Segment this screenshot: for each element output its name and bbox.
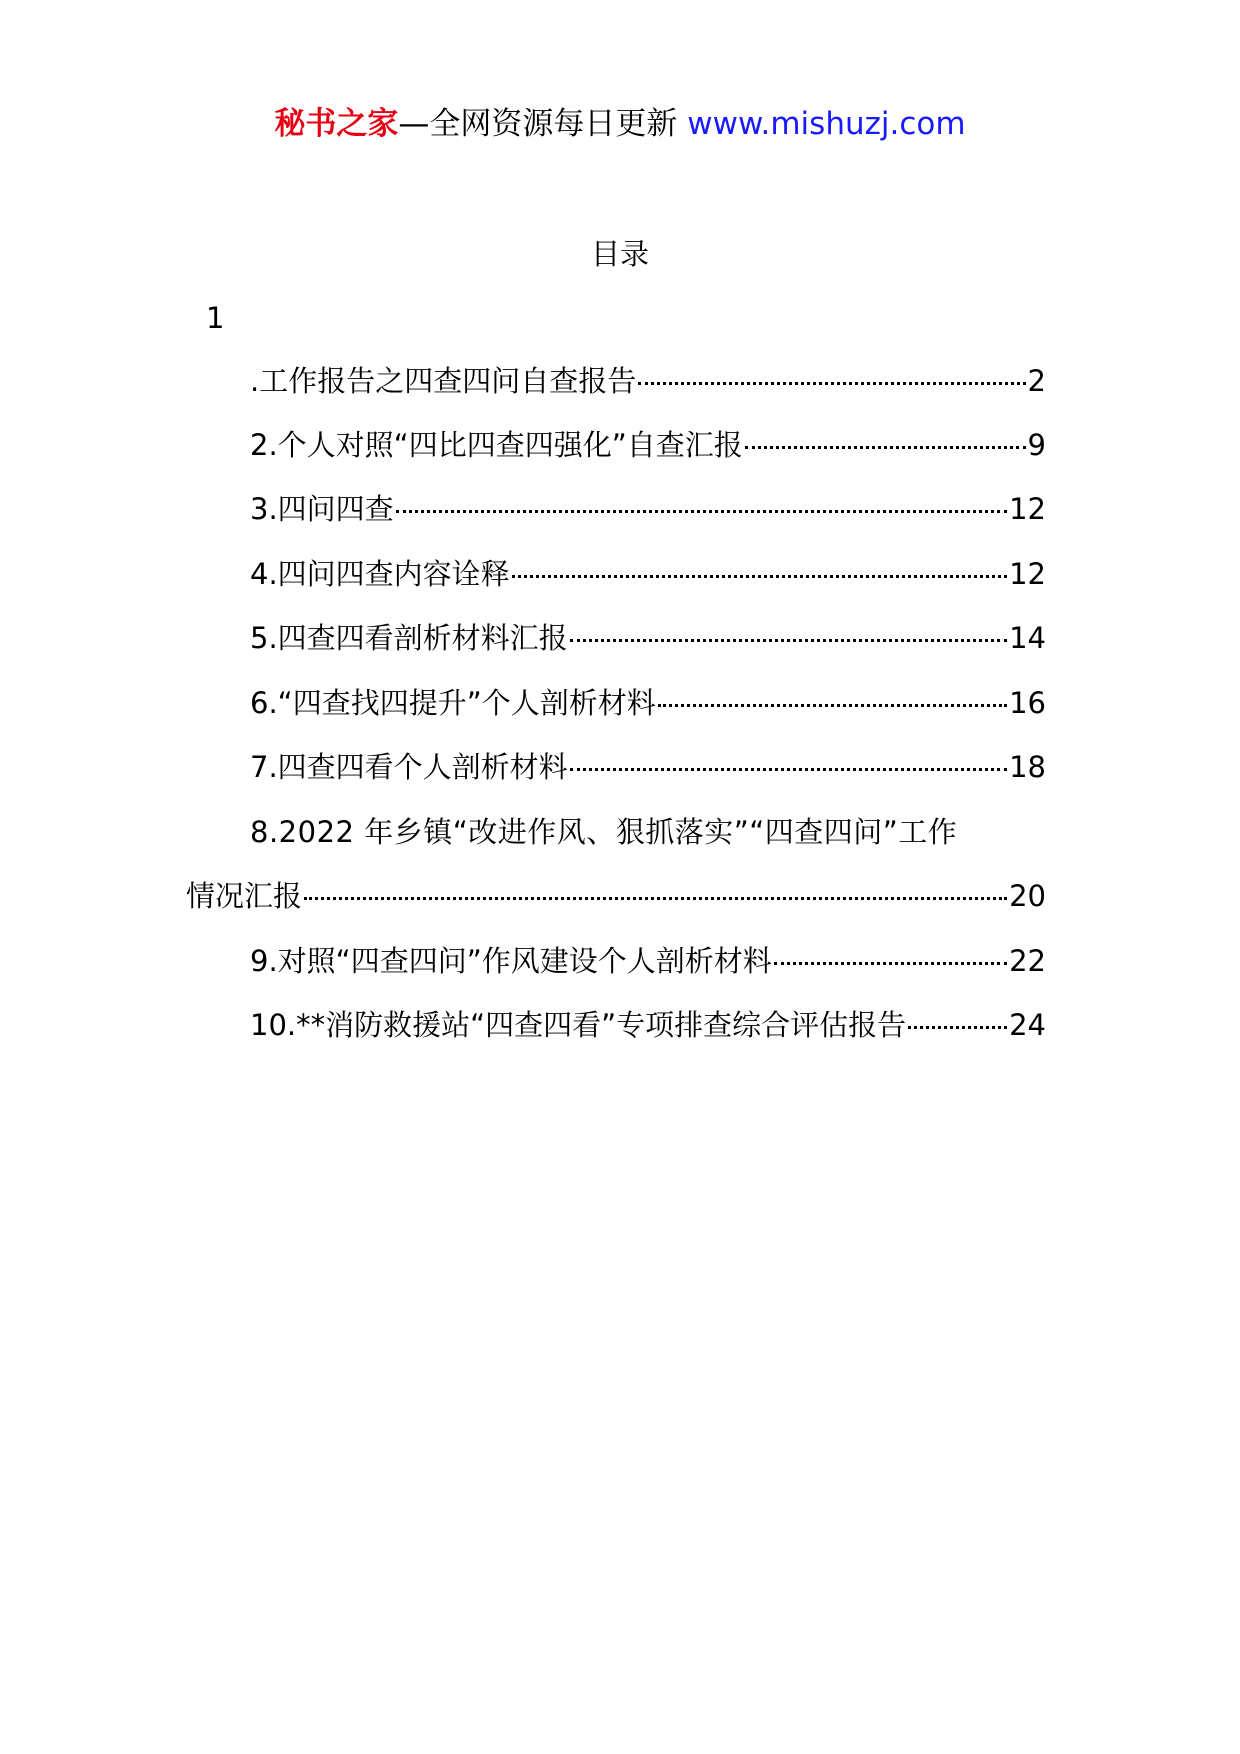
toc-entry-page: 14 (1009, 621, 1046, 655)
banner-tagline: —全网资源每日更新 (398, 106, 688, 142)
toc-entry[interactable] (250, 357, 1046, 405)
toc-entry-page: 24 (1009, 1008, 1046, 1042)
toc-entry[interactable] (250, 679, 1046, 727)
dot-leader (745, 446, 1026, 449)
toc-entry-page: 16 (1009, 686, 1046, 720)
toc-entry[interactable] (186, 872, 1046, 920)
site-url[interactable]: www.mishuzj.com (687, 106, 966, 142)
toc-heading: 目录 (590, 237, 649, 271)
toc-entry-page: 12 (1009, 492, 1046, 526)
dot-leader (908, 1026, 1007, 1029)
toc-entry-title: 3.四问四查 (250, 492, 394, 526)
toc-entry-page: 18 (1009, 750, 1046, 784)
toc-entry-title: 9.对照“四查四问”作风建设个人剖析材料 (250, 944, 772, 978)
dot-leader (512, 575, 1007, 578)
dot-leader (570, 639, 1007, 642)
toc-entry-page: 12 (1009, 557, 1046, 591)
toc-entry-title: 5.四查四看剖析材料汇报 (250, 621, 568, 655)
toc-entry-title: 2.个人对照“四比四查四强化”自查汇报 (250, 428, 743, 462)
toc-entry[interactable] (250, 485, 1046, 533)
dot-leader (658, 704, 1007, 707)
toc-entry-title: 情况汇报 (186, 879, 303, 913)
toc-entry-page: 22 (1009, 944, 1046, 978)
toc-entry-page: 2 (1027, 364, 1046, 398)
toc-entry-title: 4.四问四查内容诠释 (250, 557, 510, 591)
site-banner (0, 96, 1240, 152)
toc-entry[interactable] (250, 743, 1046, 791)
dot-leader (396, 510, 1007, 513)
toc-entry-title: 6.“四查找四提升”个人剖析材料 (250, 686, 656, 720)
toc-number-marker: 1 (206, 301, 225, 335)
toc-entry-title: 7.四查四看个人剖析材料 (250, 750, 568, 784)
toc-entry-title: .工作报告之四查四问自查报告 (250, 364, 637, 398)
toc-entry[interactable] (250, 1001, 1046, 1049)
dot-leader (304, 897, 1007, 900)
toc-entry[interactable] (250, 614, 1046, 662)
toc-entry-title: 10.**消防救援站“四查四看”专项排查综合评估报告 (250, 1008, 907, 1042)
toc-entry-wrapped-line[interactable]: 8.2022 年乡镇“改进作风、狠抓落实”“四查四问”工作 (250, 815, 958, 849)
toc-entry[interactable] (250, 550, 1046, 598)
dot-leader (570, 768, 1007, 771)
dot-leader (638, 382, 1025, 385)
brand-name: 秘书之家 (274, 106, 399, 142)
toc-entry[interactable] (250, 421, 1046, 469)
toc-entry-page: 20 (1009, 879, 1046, 913)
dot-leader (774, 962, 1007, 965)
toc-entry-page: 9 (1027, 428, 1046, 462)
toc-entry[interactable] (250, 937, 1046, 985)
